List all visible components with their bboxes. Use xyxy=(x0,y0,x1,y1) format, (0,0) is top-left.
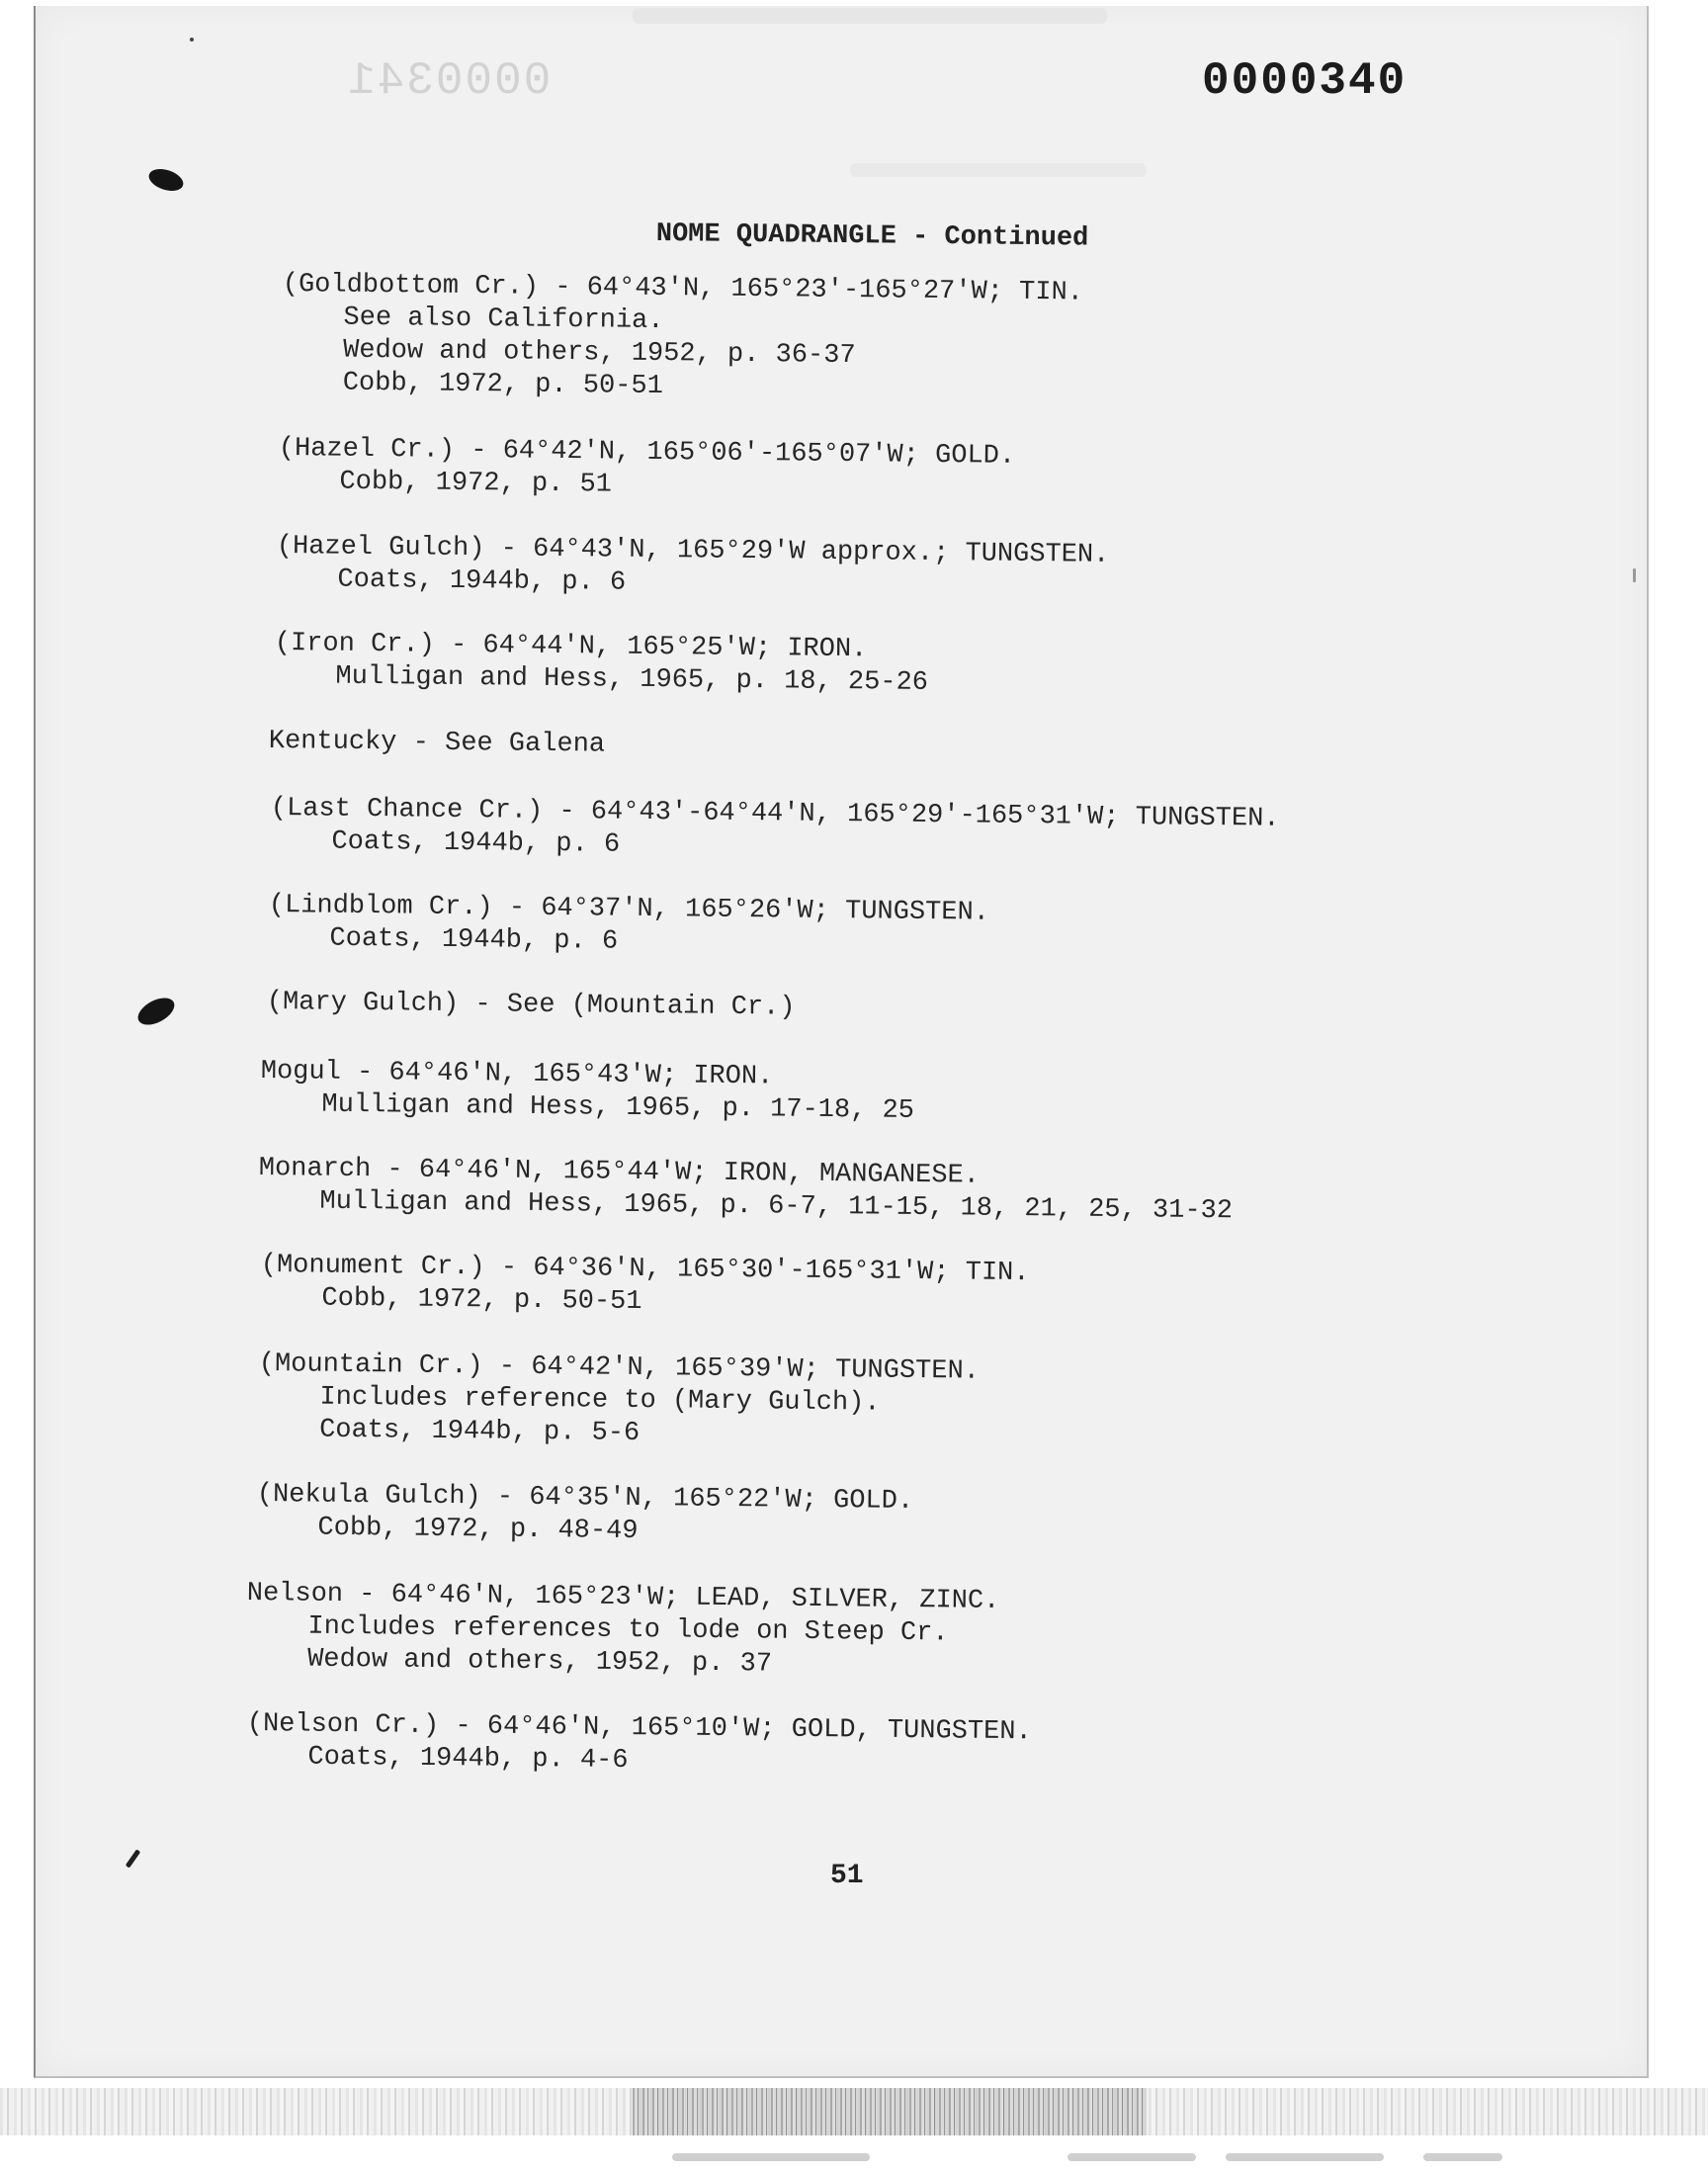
entry-last-chance-cr xyxy=(270,793,1279,869)
entry-head: (Nelson Cr.) - 64°46'N, 165°10'W; GOLD, TUNGSTEN. xyxy=(246,1709,1032,1748)
entry-reference: Wedow and others, 1952, p. 36-37 xyxy=(342,335,856,372)
entry-nelson-cr xyxy=(246,1708,1032,1782)
entry-head: Mogul - 64°46'N, 165°43'W; IRON. xyxy=(260,1057,774,1092)
bleed-through-number: 0000341 xyxy=(346,55,552,107)
entry-monument-cr xyxy=(260,1250,1029,1323)
bleed-through-mark xyxy=(1226,2153,1384,2161)
entry-reference: Mulligan and Hess, 1965, p. 18, 25-26 xyxy=(335,661,929,698)
entry-iron-cr xyxy=(274,628,928,700)
entry-lindblom-cr xyxy=(268,890,989,963)
entry-head: (Last Chance Cr.) - 64°43'-64°44'N, 165°29'-165°31'W; TUNGSTEN. xyxy=(270,793,1280,834)
entry-nekula-gulch xyxy=(256,1479,913,1551)
entry-head: (Monument Cr.) - 64°36'N, 165°30'-165°31'W; TIN. xyxy=(260,1251,1030,1289)
entry-hazel-cr xyxy=(278,433,1015,506)
entry-head: (Mountain Cr.) - 64°42'N, 165°39'W; TUNGSTEN. xyxy=(258,1349,981,1387)
entry-mary-gulch xyxy=(267,987,796,1025)
entry-head: (Hazel Gulch) - 64°43'N, 165°29'W approx.; TUNGSTEN. xyxy=(276,531,1110,570)
entry-nelson xyxy=(246,1578,1000,1684)
entry-reference: Mulligan and Hess, 1965, p. 17-18, 25 xyxy=(321,1089,915,1126)
entry-goldbottom-cr xyxy=(282,269,1083,407)
entry-monarch xyxy=(258,1153,1233,1228)
entry-reference: Cobb, 1972, p. 50-51 xyxy=(342,368,663,402)
scanner-edge-strip xyxy=(633,2088,1147,2135)
bleed-through-mark xyxy=(1423,2153,1502,2161)
entry-head: (Mary Gulch) - See (Mountain Cr.) xyxy=(266,987,796,1023)
entry-reference: Coats, 1944b, p. 6 xyxy=(337,565,627,598)
entry-reference: Cobb, 1972, p. 50-51 xyxy=(321,1283,642,1318)
entry-head: Kentucky - See Galena xyxy=(268,726,606,760)
bleed-through-mark xyxy=(1068,2153,1196,2161)
entry-reference: Coats, 1944b, p. 6 xyxy=(331,826,621,860)
entry-mogul xyxy=(260,1056,914,1128)
entry-reference: Includes reference to (Mary Gulch). xyxy=(319,1382,881,1419)
entry-head: (Lindblom Cr.) - 64°37'N, 165°26'W; TUNGSTEN. xyxy=(268,890,990,928)
entry-reference: See also California. xyxy=(343,303,664,337)
entry-head: (Nekula Gulch) - 64°35'N, 165°22'W; GOLD. xyxy=(256,1480,914,1517)
entry-head: (Iron Cr.) - 64°44'N, 165°25'W; IRON. xyxy=(274,628,868,665)
page-heading: NOME QUADRANGLE - Continued xyxy=(655,219,1089,254)
bleed-through-mark xyxy=(672,2153,870,2161)
entry-head: (Hazel Cr.) - 64°42'N, 165°06'-165°07'W; GOLD. xyxy=(278,433,1016,472)
entry-reference: Coats, 1944b, p. 4-6 xyxy=(307,1742,629,1777)
entry-reference: Includes references to lode on Steep Cr. xyxy=(307,1611,949,1649)
page-number: 51 xyxy=(830,1861,864,1891)
entry-reference: Wedow and others, 1952, p. 37 xyxy=(306,1644,773,1680)
entry-reference: Cobb, 1972, p. 51 xyxy=(339,467,613,500)
entry-reference: Mulligan and Hess, 1965, p. 6-7, 11-15, 18, 21, 25, 31-32 xyxy=(319,1186,1234,1227)
entry-hazel-gulch xyxy=(276,531,1109,605)
entry-reference: Cobb, 1972, p. 48-49 xyxy=(317,1513,639,1547)
entry-mountain-cr xyxy=(258,1348,980,1454)
document-number: 0000340 xyxy=(1202,55,1408,107)
entry-kentucky xyxy=(269,726,606,762)
entry-head: Nelson - 64°46'N, 165°23'W; LEAD, SILVER, ZINC. xyxy=(246,1579,1000,1616)
entry-head: (Goldbottom Cr.) - 64°43'N, 165°23'-165°27'W; TIN. xyxy=(282,269,1084,308)
entry-reference: Coats, 1944b, p. 6 xyxy=(329,923,619,957)
entry-head: Monarch - 64°46'N, 165°44'W; IRON, MANGANESE. xyxy=(258,1154,981,1191)
entry-reference: Coats, 1944b, p. 5-6 xyxy=(318,1415,640,1449)
